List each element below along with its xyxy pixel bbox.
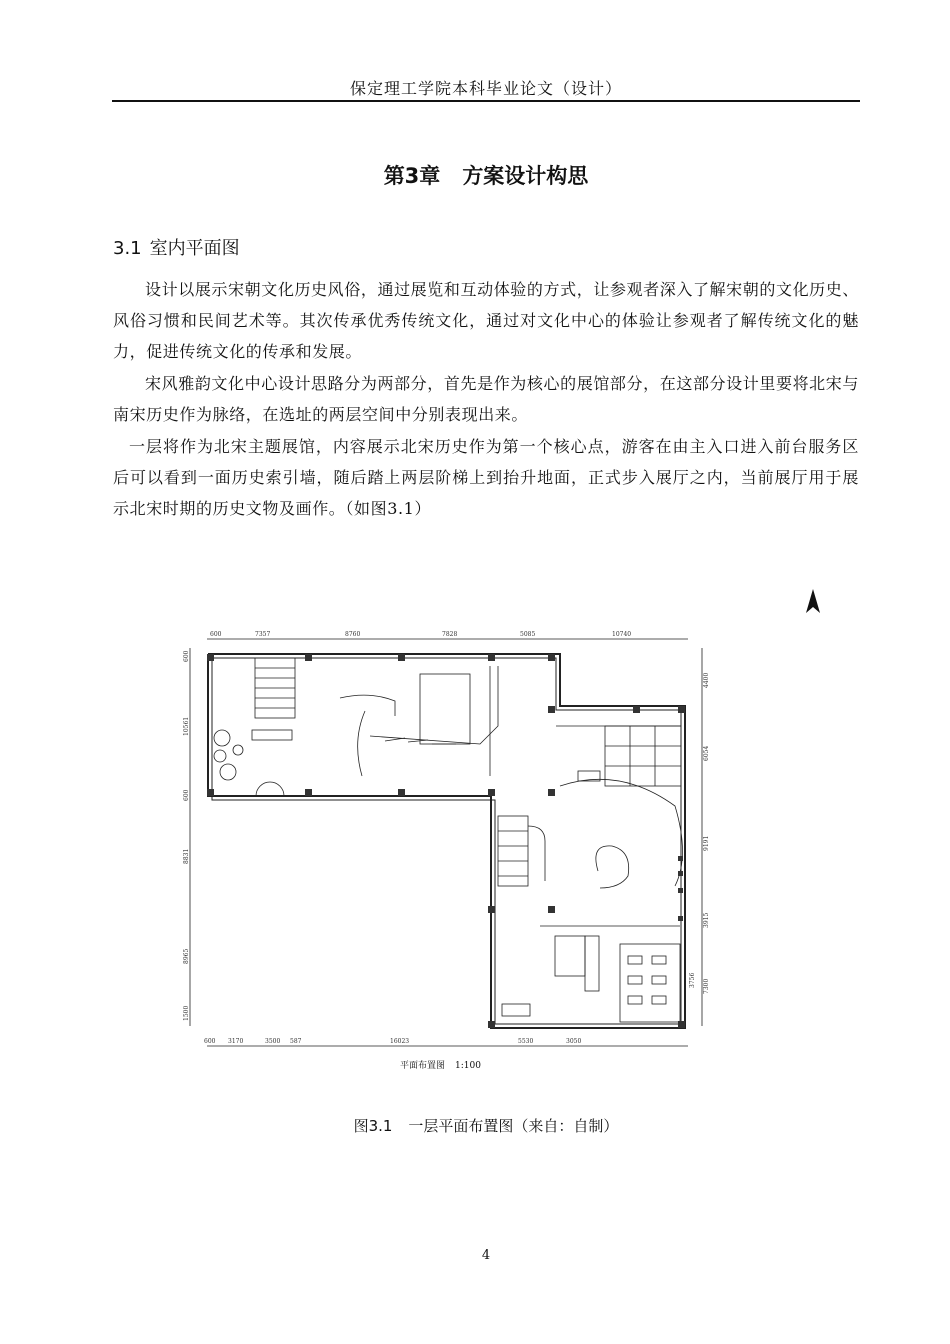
svg-text:8965: 8965 (183, 948, 190, 964)
chapter-number: 第3章 (383, 164, 441, 188)
north-arrow-icon (804, 588, 822, 614)
section-number: 3.1 (113, 238, 142, 259)
svg-text:7300: 7300 (703, 978, 710, 994)
svg-text:7828: 7828 (442, 631, 458, 638)
svg-text:3756: 3756 (689, 972, 696, 988)
svg-text:3170: 3170 (228, 1038, 244, 1045)
figure-caption (112, 1115, 860, 1136)
paragraph-1: 设计以展示宋朝文化历史风俗，通过展览和互动体验的方式，让参观者深入了解宋朝的文化历史、风俗习惯和民间艺术等。其次传承优秀传统文化，通过对文化中心的体验让参观者了解传统文化的魅力，促进传统文化的传承和发展。 (113, 280, 859, 361)
floor-plan-drawing (180, 626, 720, 1076)
svg-text:3915: 3915 (703, 912, 710, 928)
svg-text:600: 600 (210, 631, 222, 638)
svg-text:16023: 16023 (390, 1038, 410, 1045)
chapter-name: 方案设计构思 (462, 164, 589, 188)
paragraph-3: 一层将作为北宋主题展馆，内容展示北宋历史作为第一个核心点，游客在由主入口进入前台服务区后可以看到一面历史索引墙，随后踏上两层阶梯上到抬升地面，正式步入展厅之内，当前展厅用于展示北宋时期的历史文物及画作。（如图3.1） (113, 437, 859, 518)
svg-text:600: 600 (183, 650, 190, 662)
svg-text:3050: 3050 (566, 1038, 582, 1045)
svg-text:10561: 10561 (183, 716, 190, 736)
svg-text:587: 587 (290, 1038, 302, 1045)
svg-text:8760: 8760 (345, 631, 361, 638)
svg-text:1500: 1500 (183, 1005, 190, 1021)
floor-plan-caption: 平面布置图 1:100 (400, 1061, 481, 1071)
running-header: 保定理工学院本科毕业论文（设计） (349, 79, 622, 98)
svg-text:7357: 7357 (255, 631, 271, 638)
svg-text:4400: 4400 (703, 672, 710, 688)
chapter-title (112, 160, 860, 190)
header-rule (112, 100, 860, 102)
svg-text:8831: 8831 (183, 848, 190, 864)
svg-text:9191: 9191 (703, 835, 710, 851)
svg-text:5530: 5530 (518, 1038, 534, 1045)
svg-text:600: 600 (183, 789, 190, 801)
page-number: 4 (481, 1248, 491, 1263)
svg-text:5085: 5085 (520, 631, 536, 638)
svg-text:3500: 3500 (265, 1038, 281, 1045)
svg-text:10740: 10740 (612, 631, 632, 638)
figure-caption-text: 一层平面布置图（来自：自制） (408, 1117, 619, 1135)
paragraph-2: 宋风雅韵文化中心设计思路分为两部分，首先是作为核心的展馆部分，在这部分设计里要将北宋与南宋历史作为脉络，在选址的两层空间中分别表现出来。 (113, 374, 859, 424)
svg-text:6054: 6054 (703, 745, 710, 761)
svg-text:600: 600 (204, 1038, 216, 1045)
section-name: 室内平面图 (149, 238, 240, 259)
section-title (113, 234, 240, 260)
figure-label: 图3.1 (353, 1117, 393, 1135)
